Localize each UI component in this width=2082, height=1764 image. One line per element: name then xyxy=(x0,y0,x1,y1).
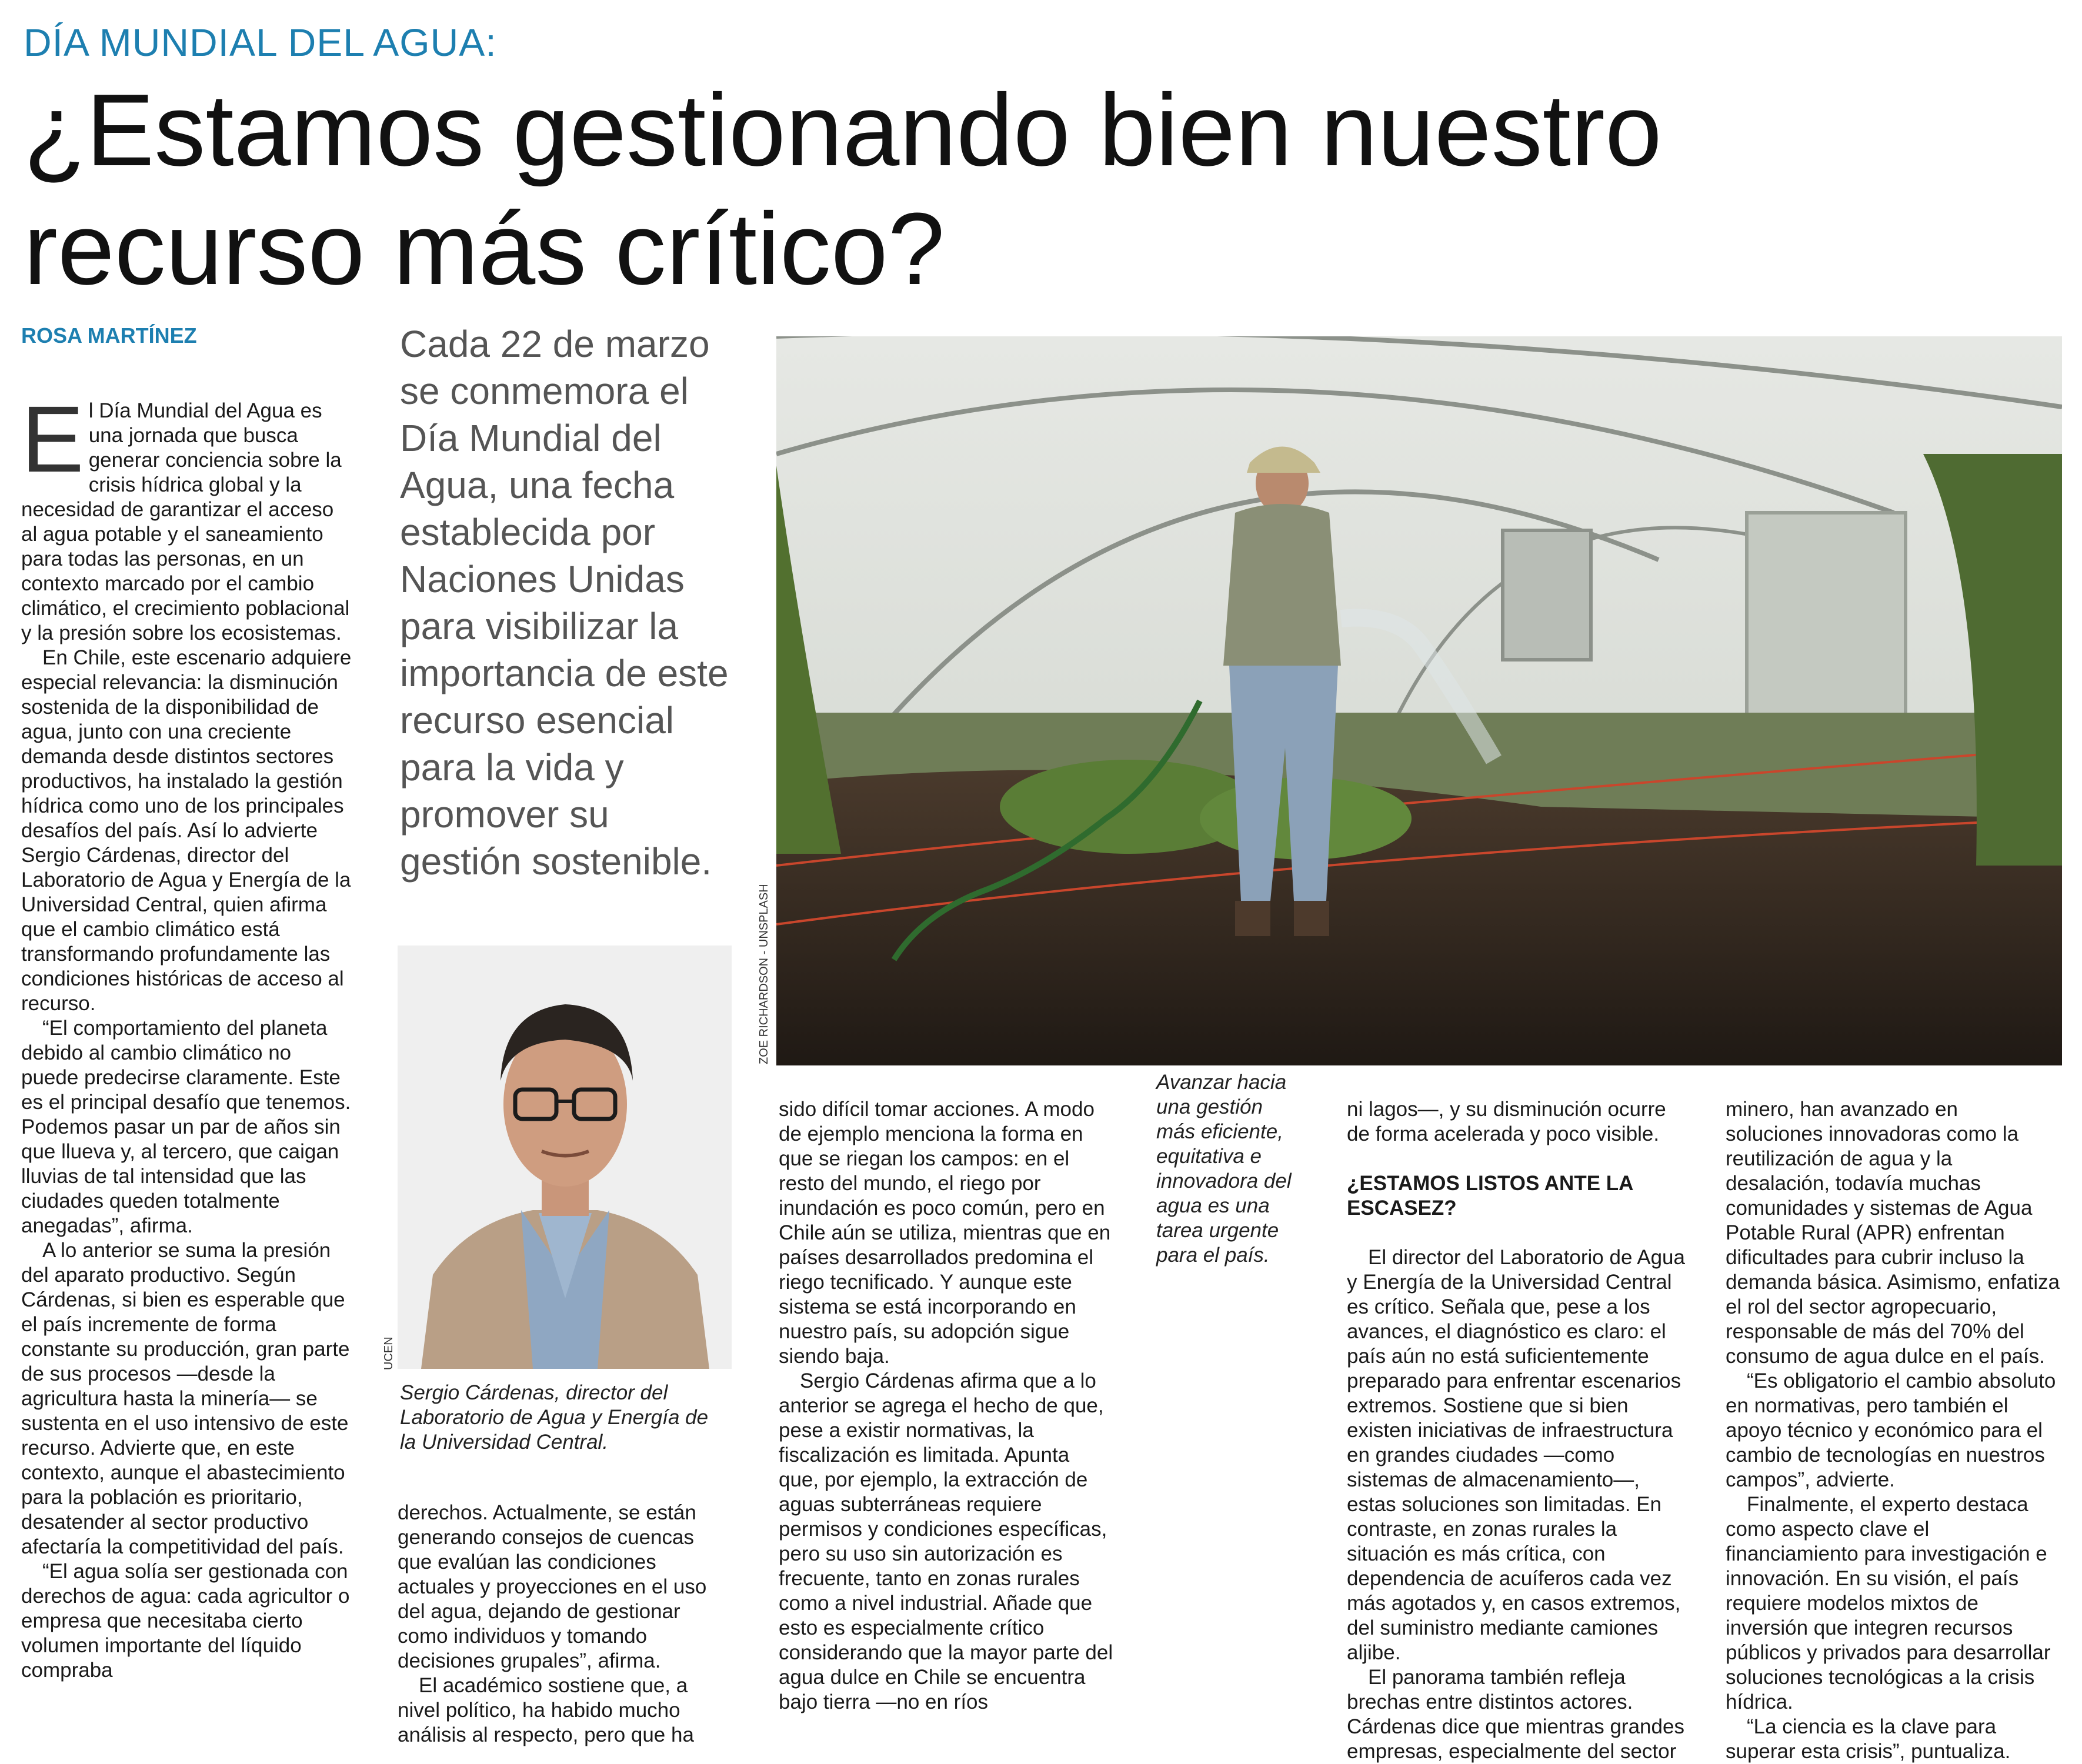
photo-credit: ZOE RICHARDSON - UNSPLASH xyxy=(758,884,770,1064)
greenhouse-illustration xyxy=(776,336,2062,1065)
article-paragraph: sido difícil tomar acciones. A modo de ejemplo menciona la forma en que se riegan los campos: en el resto del mundo, el riego por inundación es poco común, pero en Chile aún se utiliza, mientras que en países desarrollados predomina el riego tecnificado. Y aunque este sistema se está incorporando en nuestro país, su adopción sigue siendo baja. xyxy=(779,1098,1111,1368)
greenhouse-photo xyxy=(776,336,2062,1065)
portrait-photo xyxy=(398,946,732,1369)
article-paragraph: “Es obligatorio el cambio absoluto en normativas, pero también el apoyo técnico y económico para el cambio de tecnologías en nuestros campos”, advierte. xyxy=(1726,1369,2056,1491)
drop-cap: E xyxy=(21,386,84,492)
article-column-4 xyxy=(1347,1097,1688,1764)
article-paragraph: En Chile, este escenario adquiere especial relevancia: la disminución sostenida de la disponibilidad de agua, junto con una creciente demanda desde distintos sectores productivos, ha instalado la gestión hídrica como uno de los principales desafíos del país. Así lo advierte Sergio Cárdenas, director del Laboratorio de Agua y Energía de la Universidad Central, quien afirma que el cambio climático está transformando profundamente las condiciones históricas de acceso al recurso. xyxy=(21,646,352,1015)
article-paragraph: minero, han avanzado en soluciones innovadoras como la reutilización de agua y la desalación, todavía muchas comunidades y sistemas de Agua Potable Rural (APR) enfrentan dificultades para cubrir incluso la demanda básica. Asimismo, enfatiza el rol del sector agropecuario, responsable de más del 70% del consumo de agua dulce en el país. xyxy=(1726,1098,2060,1368)
article-column-2 xyxy=(398,1501,729,1748)
article-column-5 xyxy=(1726,1097,2061,1764)
article-paragraph: “La ciencia es la clave para superar esta crisis”, puntualiza. xyxy=(1726,1715,2011,1763)
article-paragraph: A lo anterior se suma la presión del aparato productivo. Según Cárdenas, si bien es esperable que el país incremente de forma constante su producción, gran parte de sus procesos —desde la agricultura hasta la minería— se sustenta en el uso intensivo de este recurso. Advierte que, en este contexto, aunque el abastecimiento para la población es prioritario, desatender al sector productivo afectaría la competitividad del país. xyxy=(21,1239,350,1558)
headline: ¿Estamos gestionando bien nuestro recurso más crítico? xyxy=(24,72,1662,306)
article-paragraph: El Día Mundial del Agua es una jornada que busca generar conciencia sobre la crisis hídrica global y la necesidad de garantizar el acceso al agua potable y el saneamiento para todas las personas, en un contexto marcado por el cambio climático, el crecimiento poblacional y la presión sobre los ecosistemas. xyxy=(21,386,350,644)
section-kicker: DÍA MUNDIAL DEL AGUA: xyxy=(24,21,497,64)
article-paragraph: Finalmente, el experto destaca como aspecto clave el financiamiento para investigación e innovación. En su visión, el país requiere modelos mixtos de inversión que integren recursos públicos y privados para desarrollar soluciones tecnológicas a la crisis hídrica. xyxy=(1726,1493,2051,1713)
article-paragraph: ni lagos—, y su disminución ocurre de forma acelerada y poco visible. xyxy=(1347,1098,1666,1145)
portrait-credit: UCEN xyxy=(382,1337,395,1370)
subheading: ¿ESTAMOS LISTOS ANTE LA ESCASEZ? xyxy=(1347,1172,1633,1220)
article-paragraph: “El comportamiento del planeta debido al cambio climático no puede predecirse claramente. Este es el principal desafío que tenemos. Podemos pasar un par de años sin que llueva y, al tercero, que caigan lluvias de tal intensidad que las ciudades queden totalmente anegadas”, afirma. xyxy=(21,1017,351,1237)
pull-quote: Cada 22 de marzo se conmemora el Día Mundial del Agua, una fecha establecida por Naciones Unidas para visibilizar la importancia de este recurso esencial para la vida y promover su gestión sostenible. xyxy=(400,323,729,883)
article-paragraph: El director del Laboratorio de Agua y Energía de la Universidad Central es crítico. Señala que, pese a los avances, el diagnóstico es claro: el país aún no está suficientemente preparado para enfrentar escenarios extremos. Sostiene que si bien existen iniciativas de infraestructura en grandes ciudades —como sistemas de almacenamiento—, estas soluciones son limitadas. En contraste, en zonas rurales la situación es más crítica, con dependencia de acuíferos cada vez más agotados y, en casos extremos, del suministro mediante camiones aljibe. xyxy=(1347,1246,1685,1664)
photo-caption: Avanzar hacia una gestión más eficiente, equitativa e innovadora del agua es una tarea urgente para el país. xyxy=(1156,1071,1292,1267)
byline: ROSA MARTÍNEZ xyxy=(21,323,197,348)
article-paragraph: “El agua solía ser gestionada con derechos de agua: cada agricultor o empresa que necesitaba cierto volumen importante del líquido compraba xyxy=(21,1560,350,1682)
article-paragraph: El panorama también refleja brechas entre distintos actores. Cárdenas dice que mientras grandes empresas, especialmente del sector xyxy=(1347,1666,1684,1763)
portrait-illustration xyxy=(398,946,732,1369)
article-paragraph: derechos. Actualmente, se están generando consejos de cuencas que evalúan las condiciones actuales y proyecciones en el uso del agua, dejando de gestionar como individuos y tomando decisiones grupales”, afirma. xyxy=(398,1501,707,1672)
article-paragraph: Sergio Cárdenas afirma que a lo anterior se agrega el hecho de que, pese a existir normativas, la fiscalización es limitada. Apunta que, por ejemplo, la extracción de aguas subterráneas requiere permisos y condiciones específicas, pero su uso sin autorización es frecuente, tanto en zonas rurales como a nivel industrial. Añade que esto es especialmente crítico considerando que la mayor parte del agua dulce en Chile se encuentra bajo tierra —no en ríos xyxy=(779,1369,1113,1713)
article-paragraph: El académico sostiene que, a nivel político, ha habido mucho análisis al respecto, pero que ha xyxy=(398,1674,694,1746)
article-column-1 xyxy=(21,386,354,1683)
portrait-caption: Sergio Cárdenas, director del Laboratorio de Agua y Energía de la Universidad Central. xyxy=(400,1381,709,1454)
article-column-3 xyxy=(779,1097,1114,1715)
